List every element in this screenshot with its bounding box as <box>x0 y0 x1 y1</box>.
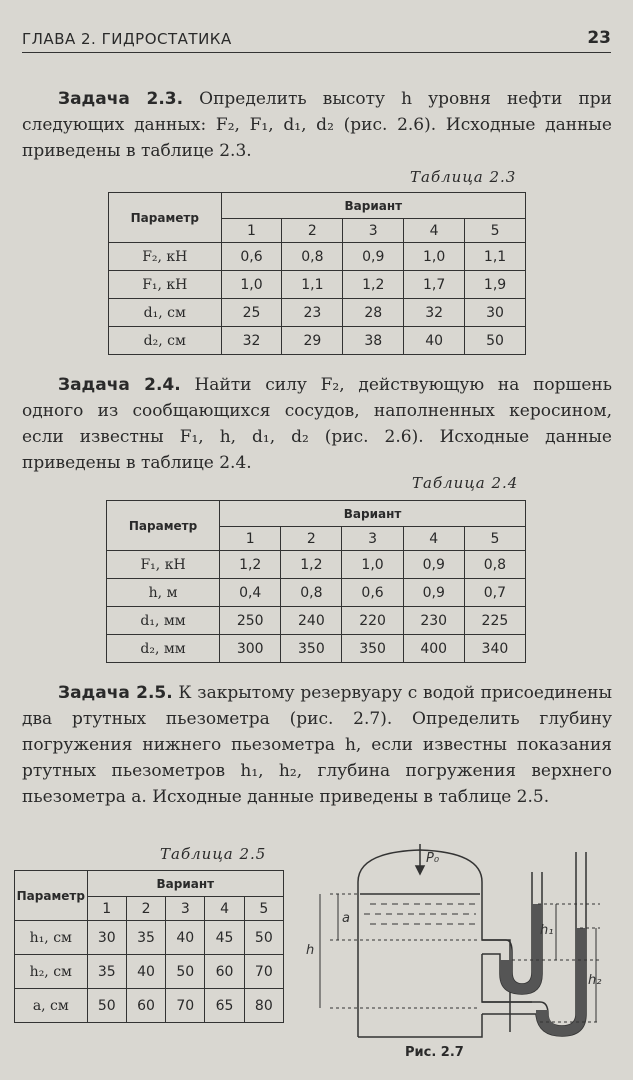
param-name: F₁, кН <box>109 271 222 299</box>
table-row <box>15 955 284 989</box>
value-cell: 50 <box>244 921 283 955</box>
variant-number: 2 <box>126 897 165 921</box>
param-header: Параметр <box>15 871 88 921</box>
value-cell: 0,6 <box>342 579 403 607</box>
value-cell: 1,2 <box>281 551 342 579</box>
value-cell: 0,6 <box>221 243 282 271</box>
variant-header: Вариант <box>221 193 525 219</box>
table-row <box>15 921 284 955</box>
table-2-4 <box>106 500 526 663</box>
param-name: d₁, мм <box>107 607 220 635</box>
variant-number: 2 <box>282 219 343 243</box>
value-cell: 1,7 <box>404 271 465 299</box>
variant-number: 2 <box>281 527 342 551</box>
value-cell: 350 <box>281 635 342 663</box>
param-name: h₂, см <box>15 955 88 989</box>
variant-number: 1 <box>221 219 282 243</box>
table-row <box>107 551 526 579</box>
value-cell: 0,8 <box>282 243 343 271</box>
variant-number: 1 <box>87 897 126 921</box>
value-cell: 340 <box>464 635 525 663</box>
param-name: F₁, кН <box>107 551 220 579</box>
value-cell: 1,9 <box>465 271 526 299</box>
variant-number: 4 <box>205 897 244 921</box>
value-cell: 0,7 <box>464 579 525 607</box>
value-cell: 38 <box>343 327 404 355</box>
task-2-4 <box>22 372 612 476</box>
value-cell: 40 <box>404 327 465 355</box>
variant-number: 4 <box>403 527 464 551</box>
variant-number: 3 <box>343 219 404 243</box>
variant-number: 3 <box>342 527 403 551</box>
param-name: h, м <box>107 579 220 607</box>
mercury-lower <box>536 928 586 1036</box>
task-2-4-title: Задача 2.4. <box>58 375 181 395</box>
value-cell: 220 <box>342 607 403 635</box>
param-name: a, см <box>15 989 88 1023</box>
value-cell: 0,8 <box>281 579 342 607</box>
value-cell: 0,4 <box>220 579 281 607</box>
table-row <box>107 579 526 607</box>
variant-number: 5 <box>244 897 283 921</box>
value-cell: 50 <box>166 955 205 989</box>
value-cell: 35 <box>87 955 126 989</box>
table-row <box>109 243 526 271</box>
param-name: F₂, кН <box>109 243 222 271</box>
value-cell: 35 <box>126 921 165 955</box>
task-2-4-text: Найти силу F₂, действующую на поршень одного из сообщающихся сосудов, наполненных керосином, если известны F₁, h, d₁, d₂ (рис. 2.6). Исходные данные приведены в таблице 2.4. <box>22 375 613 473</box>
param-header: Параметр <box>109 193 222 243</box>
param-name: h₁, см <box>15 921 88 955</box>
value-cell: 0,9 <box>343 243 404 271</box>
value-cell: 40 <box>126 955 165 989</box>
value-cell: 350 <box>342 635 403 663</box>
value-cell: 50 <box>87 989 126 1023</box>
value-cell: 28 <box>343 299 404 327</box>
value-cell: 50 <box>465 327 526 355</box>
task-2-3-title: Задача 2.3. <box>58 89 184 109</box>
task-2-5 <box>22 680 612 810</box>
value-cell: 23 <box>282 299 343 327</box>
chapter-title: ГЛАВА 2. ГИДРОСТАТИКА <box>22 30 232 48</box>
value-cell: 30 <box>465 299 526 327</box>
value-cell: 32 <box>221 327 282 355</box>
value-cell: 40 <box>166 921 205 955</box>
label-a: a <box>342 911 350 926</box>
table-row <box>109 271 526 299</box>
mercury-upper <box>500 904 542 994</box>
value-cell: 29 <box>282 327 343 355</box>
value-cell: 1,0 <box>221 271 282 299</box>
value-cell: 240 <box>281 607 342 635</box>
running-header <box>22 18 611 53</box>
value-cell: 250 <box>220 607 281 635</box>
label-h: h <box>306 943 315 958</box>
table-2-3-caption: Таблица 2.3 <box>410 168 517 186</box>
variant-number: 3 <box>166 897 205 921</box>
table-row <box>107 635 526 663</box>
value-cell: 70 <box>166 989 205 1023</box>
value-cell: 32 <box>404 299 465 327</box>
table-2-4-caption: Таблица 2.4 <box>412 474 519 492</box>
value-cell: 60 <box>205 955 244 989</box>
value-cell: 60 <box>126 989 165 1023</box>
param-name: d₁, см <box>109 299 222 327</box>
table-row <box>109 327 526 355</box>
value-cell: 1,2 <box>220 551 281 579</box>
table-2-3 <box>108 192 526 355</box>
table-2-5 <box>14 870 284 1023</box>
label-p0: P₀ <box>426 851 440 866</box>
table-row <box>15 989 284 1023</box>
param-header: Параметр <box>107 501 220 551</box>
value-cell: 1,1 <box>465 243 526 271</box>
figure-2-7-diagram <box>300 842 610 1042</box>
value-cell: 0,8 <box>464 551 525 579</box>
label-h2: h₂ <box>588 973 602 988</box>
table-row <box>107 607 526 635</box>
task-2-5-title: Задача 2.5. <box>58 683 173 703</box>
variant-number: 5 <box>465 219 526 243</box>
variant-number: 1 <box>220 527 281 551</box>
value-cell: 400 <box>403 635 464 663</box>
value-cell: 80 <box>244 989 283 1023</box>
page-number: 23 <box>587 28 611 48</box>
task-2-5-text: К закрытому резервуару с водой присоединены два ртутных пьезометра (рис. 2.7). Определить глубину погружения нижнего пьезометра h, если известны показания ртутных пьезометров h₁, h₂, глубина погружения верхнего пьезометра a. Исходные данные приведены в таблице 2.5. <box>22 683 612 807</box>
variant-number: 4 <box>404 219 465 243</box>
value-cell: 25 <box>221 299 282 327</box>
value-cell: 225 <box>464 607 525 635</box>
value-cell: 1,1 <box>282 271 343 299</box>
value-cell: 45 <box>205 921 244 955</box>
value-cell: 0,9 <box>403 551 464 579</box>
value-cell: 0,9 <box>403 579 464 607</box>
value-cell: 70 <box>244 955 283 989</box>
param-name: d₂, мм <box>107 635 220 663</box>
table-2-5-caption: Таблица 2.5 <box>160 845 267 863</box>
task-2-3-text: Определить высоту h уровня нефти при следующих данных: F₂, F₁, d₁, d₂ (рис. 2.6). Исходные данные приведены в таблице 2.3. <box>22 89 612 161</box>
value-cell: 30 <box>87 921 126 955</box>
figure-2-7-caption: Рис. 2.7 <box>405 1045 464 1060</box>
param-name: d₂, см <box>109 327 222 355</box>
task-2-3 <box>22 86 612 164</box>
value-cell: 230 <box>403 607 464 635</box>
variant-header: Вариант <box>87 871 283 897</box>
value-cell: 1,0 <box>342 551 403 579</box>
value-cell: 300 <box>220 635 281 663</box>
tank-outline <box>358 850 532 1037</box>
value-cell: 1,0 <box>404 243 465 271</box>
table-row <box>109 299 526 327</box>
label-h1: h₁ <box>540 923 554 938</box>
variant-header: Вариант <box>220 501 526 527</box>
value-cell: 1,2 <box>343 271 404 299</box>
value-cell: 65 <box>205 989 244 1023</box>
variant-number: 5 <box>464 527 525 551</box>
